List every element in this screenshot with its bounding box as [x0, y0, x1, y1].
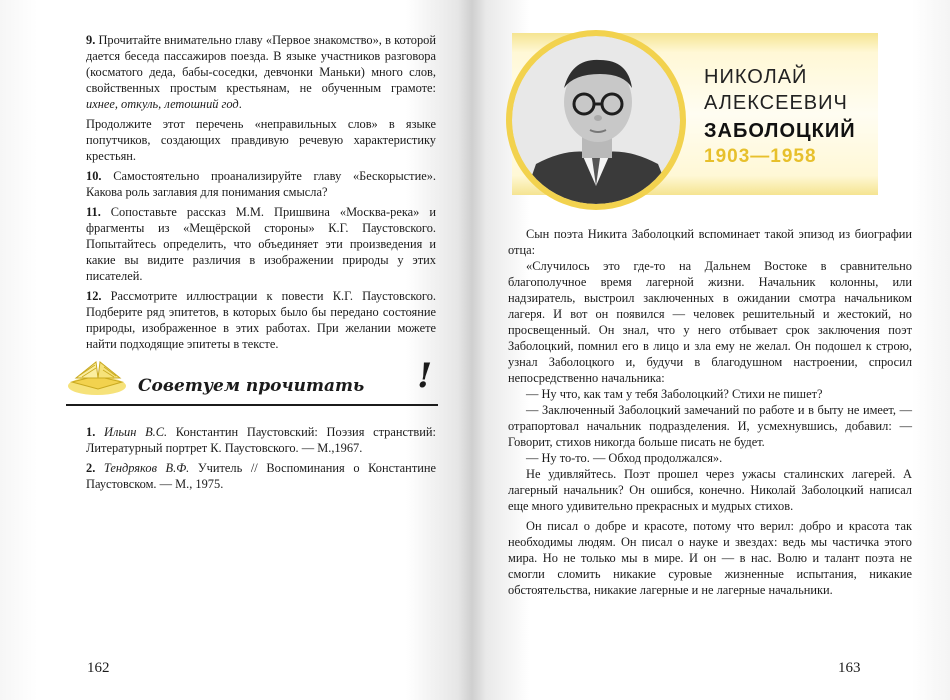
page-number-right: 163: [838, 660, 861, 676]
portrait-image: [512, 36, 680, 204]
paragraph: «Случилось это где-то на Дальнем Востоке в сравнительно благополучное время лагерной жизни. Начальник колонны, или надзиратель, выстроил заключенных в ожидании смотра начальником лагеря. И вот он появился — человек решительный и жестокий, но просвещенный. Он знал, что у него отбывает срок заключения поэт Заболоцкий, помнил его в лицо и зла ему не желал. Он подошел к строю, узнал Заболоцкого и, будучи в благодушном настроении, спросил непосредственно начальника:: [508, 259, 912, 385]
author-portrait: [506, 30, 686, 210]
left-page: [0, 0, 472, 700]
book-icon: [66, 356, 128, 396]
question-9-continued: Продолжите этот перечень «неправильных слов» в языке попутчиков, создающих правдивую речевую характеристику крестьян.: [86, 117, 436, 163]
exclamation-mark: !: [417, 356, 432, 396]
questions-block: [86, 32, 436, 356]
paragraph: — Ну то-то. — Обход продолжался».: [526, 451, 723, 465]
book-item: 2. Тендряков В.Ф. Учитель // Воспоминания о Константине Паустовском. — М., 1975.: [86, 461, 436, 491]
book-list: [86, 424, 436, 496]
paragraph: Не удивляйтесь. Поэт прошел через ужасы сталинских лагерей. А лагерный начальник? Он ошибся, конечно. Николай Заболоцкий написал еще много удивительно прекрасных и мудрых стихов.: [508, 467, 912, 513]
article-text: [508, 226, 912, 598]
question-11: 11. Сопоставьте рассказ М.М. Пришвина «Москва-река» и фрагменты из «Мещёрской стороны» К.Г. Паустовского. Попытайтесь определить, что объединяет эти произведения и какие вы видите различия в изображении природы у этих писателей.: [86, 205, 436, 283]
recommend-title: Советуем прочитать: [138, 376, 365, 396]
book-item: 1. Ильин В.С. Константин Паустовский: Поэзия странствий: Литературный портрет К. Паустовского. — М.,1967.: [86, 425, 436, 455]
question-9: 9. Прочитайте внимательно главу «Первое знакомство», в которой дается беседа пассажиров поезда. В языке участников разговора (косматого деда, бабы-соседки, девчонки Маньки) много слов, свойственных простым крестьянам, не обученным грамоте: ихнее, откуль, летошний год.: [86, 33, 436, 111]
recommend-header: [66, 352, 438, 412]
page-number-left: 162: [87, 660, 110, 676]
paragraph: — Заключенный Заболоцкий замечаний по работе и в быту не имеет, — отрапортовал начальник подразделения. И, усмехнувшись, добавил: — Говорит, стихов никогда больше писать не будет.: [508, 403, 912, 449]
question-10: 10. Самостоятельно проанализируйте главу «Бескорыстие». Какова роль заглавия для понимания смысла?: [86, 169, 436, 199]
paragraph: Сын поэта Никита Заболоцкий вспоминает такой эпизод из биографии отца:: [508, 227, 912, 257]
author-years: 1903—1958: [704, 146, 817, 167]
question-12: 12. Рассмотрите иллюстрации к повести К.Г. Паустовского. Подберите ряд эпитетов, в которых было бы передано состояние природы, изображенное в этих работах. При желании можете найти подходящие эпитеты в тексте.: [86, 289, 436, 351]
paragraph: Он писал о добре и красоте, потому что верил: добро и красота так необходимы людям. Он писал о науке и звездах: ведь мы частичка этого мира. Но не только мы в мире. И он — в нас. Волю и талант поэта не смогли сломить никакие суровые жизненные испытания, никакие обстоятельства, никакие лагерные и не лагерные начальники.: [508, 519, 912, 597]
author-patronymic: АЛЕКСЕЕВИЧ: [704, 92, 848, 114]
author-first-name: НИКОЛАЙ: [704, 66, 808, 88]
paragraph: — Ну что, как там у тебя Заболоцкий? Стихи не пишет?: [526, 387, 823, 401]
divider: [66, 404, 438, 406]
author-last-name: ЗАБОЛОЦКИЙ: [704, 120, 856, 142]
right-page: [472, 0, 950, 700]
